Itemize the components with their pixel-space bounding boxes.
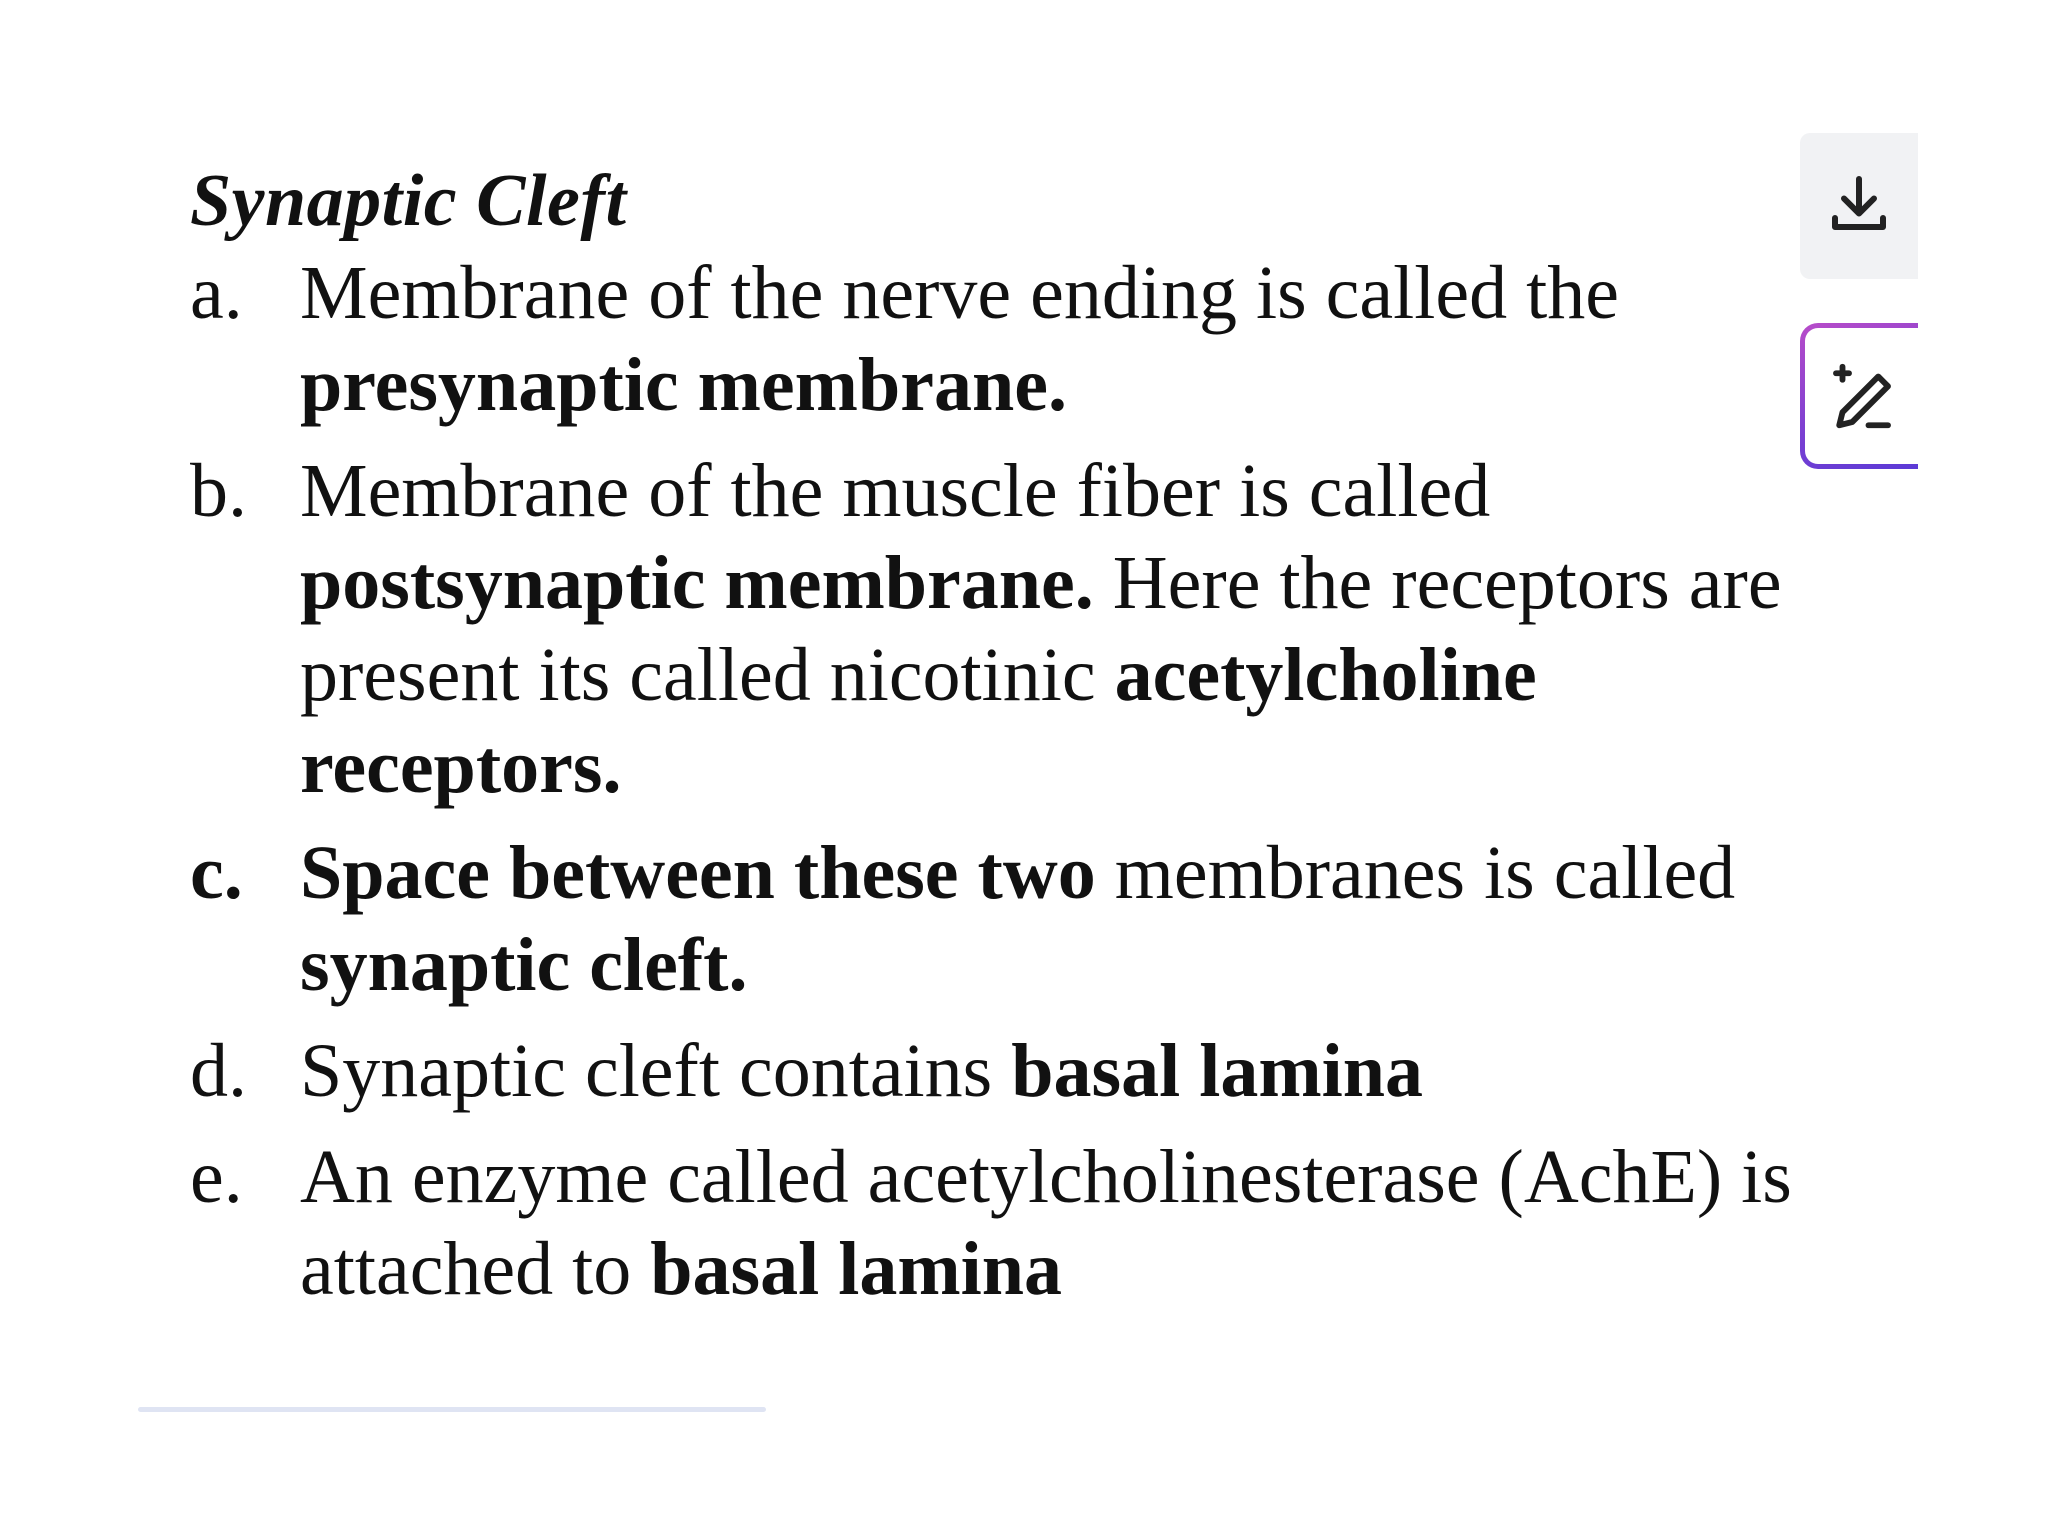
list-item-text [300,445,1830,813]
list-item-text [300,1025,1830,1117]
list-marker: c. [190,831,243,915]
item-bold-text: presynaptic membrane. [300,343,1067,427]
item-text: Synaptic cleft contains [300,1029,1012,1113]
fact-list [190,247,1830,1315]
list-item-b [190,445,1830,813]
ai-edit-icon [1823,357,1901,435]
list-item-e [190,1131,1830,1315]
item-bold-text: postsynaptic membrane. [300,541,1094,625]
list-marker: d. [190,1029,247,1113]
item-text: Membrane of the nerve ending is called the [300,251,1619,335]
item-bold-text: Space between these two [300,831,1096,915]
item-bold-text: basal lamina [1011,1029,1424,1113]
list-marker: b. [190,449,247,533]
ai-edit-button[interactable] [1800,323,1918,469]
content-card [190,155,1830,1329]
item-text: An enzyme called acetylcholinesterase (AchE) is attached to [300,1135,1792,1311]
item-text: membranes is called [1095,831,1736,915]
divider-line [138,1407,766,1412]
list-marker: a. [190,251,243,335]
download-button[interactable] [1800,133,1918,279]
list-item-c [190,827,1830,1011]
list-item-text [300,1131,1830,1315]
list-marker: e. [190,1135,243,1219]
list-item-a [190,247,1830,431]
list-item-text [300,247,1830,431]
list-item-text [300,827,1830,1011]
item-text: Here the receptors are present its called nicotinic [300,541,1782,717]
item-bold-text: synaptic cleft. [300,923,748,1007]
list-item-d [190,1025,1830,1117]
download-icon [1823,170,1895,242]
item-bold-text: acetylcholine receptors. [300,633,1537,809]
item-bold-text: basal lamina [650,1227,1063,1311]
item-text: Membrane of the muscle fiber is called [300,449,1491,533]
section-heading: Synaptic Cleft [190,160,627,242]
